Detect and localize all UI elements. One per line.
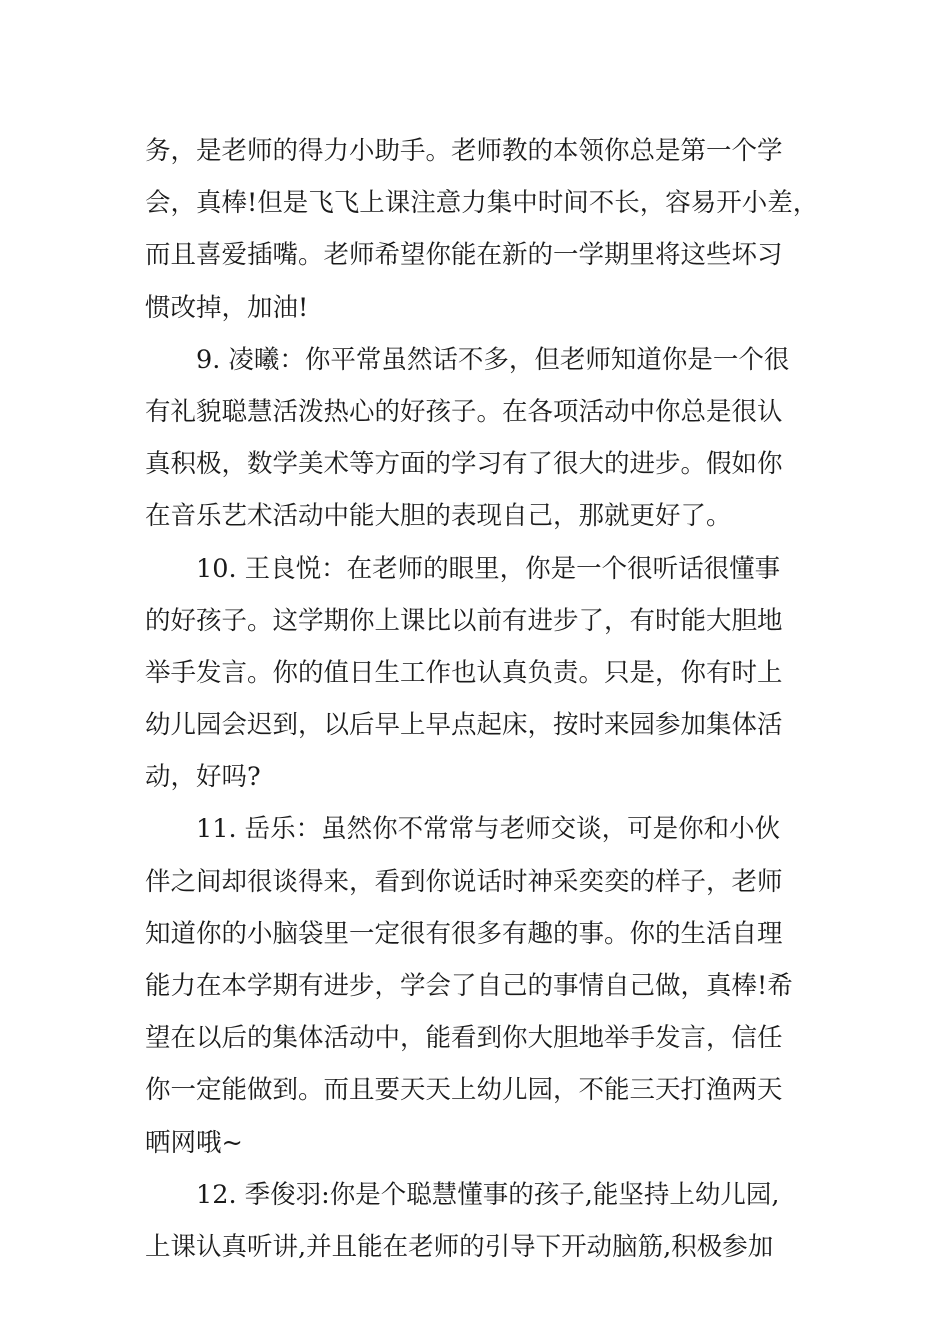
text-line-content: 举手发言。你的值日生工作也认真负责。只是，你有时上: [145, 657, 783, 688]
comment-item-11-heading: [145, 803, 825, 855]
text-line: [145, 751, 825, 803]
text-line-content: 你一定能做到。而且要天天上幼儿园，不能三天打渔两天: [145, 1075, 783, 1106]
text-line-content: 在音乐艺术活动中能大胆的表现自己，那就更好了。: [145, 501, 732, 532]
text-line: [145, 960, 825, 1012]
comment-item-10-heading: [145, 543, 825, 595]
comment-text-body: [145, 125, 825, 1273]
text-line-content: 伴之间却很谈得来，看到你说话时神采奕奕的样子，老师: [145, 866, 783, 897]
text-line-content: 上课认真听讲,并且能在老师的引导下开动脑筋,积极参加: [145, 1231, 774, 1262]
comment-item-12-heading: [145, 1169, 825, 1221]
text-line-content: 能力在本学期有进步，学会了自己的事情自己做，真棒!希: [145, 971, 793, 1001]
text-line: [145, 125, 825, 177]
text-line-content: 幼儿园会迟到，以后早上早点起床，按时来园参加集体活: [145, 710, 783, 741]
text-line: [145, 908, 825, 960]
text-line-content: 会，真棒!但是飞飞上课注意力集中时间不长，容易开小差，: [145, 188, 819, 219]
text-line: [145, 490, 825, 542]
text-line-content: 动，好吗?: [145, 762, 261, 793]
text-line-content: 有礼貌聪慧活泼热心的好孩子。在各项活动中你总是很认: [145, 396, 783, 427]
text-line-content: 10. 王良悦：在老师的眼里，你是一个很听话很懂事: [196, 553, 781, 584]
text-line-content: 9. 凌曦：你平常虽然话不多，但老师知道你是一个很: [196, 344, 790, 375]
text-line: [145, 386, 825, 438]
text-line: [145, 1064, 825, 1116]
text-line: [145, 1012, 825, 1064]
comment-item-9-heading: [145, 334, 825, 386]
text-line: [145, 177, 825, 229]
text-line-content: 11. 岳乐：虽然你不常常与老师交谈，可是你和小伙: [196, 814, 781, 845]
text-line-content: 而且喜爱插嘴。老师希望你能在新的一学期里将这些坏习: [145, 240, 783, 271]
text-line: [145, 647, 825, 699]
text-line-content: 务，是老师的得力小助手。老师教的本领你总是第一个学: [145, 136, 783, 166]
text-line: [145, 595, 825, 647]
text-line-content: 晒网哦~: [145, 1127, 243, 1158]
text-line-content: 的好孩子。这学期你上课比以前有进步了，有时能大胆地: [145, 605, 783, 636]
text-line: [145, 856, 825, 908]
text-line-content: 12. 季俊羽:你是个聪慧懂事的孩子,能坚持上幼儿园,: [196, 1179, 780, 1210]
text-line-content: 望在以后的集体活动中，能看到你大胆地举手发言，信任: [145, 1023, 783, 1054]
text-line: [145, 1117, 825, 1169]
text-line-content: 真积极，数学美术等方面的学习有了很大的进步。假如你: [145, 449, 783, 480]
text-line: [145, 699, 825, 751]
text-line-content: 惯改掉，加油!: [145, 292, 309, 323]
text-line: [145, 1221, 825, 1273]
text-line-content: 知道你的小脑袋里一定很有很多有趣的事。你的生活自理: [145, 918, 783, 949]
text-line: [145, 282, 825, 334]
text-line: [145, 229, 825, 281]
text-line: [145, 438, 825, 490]
